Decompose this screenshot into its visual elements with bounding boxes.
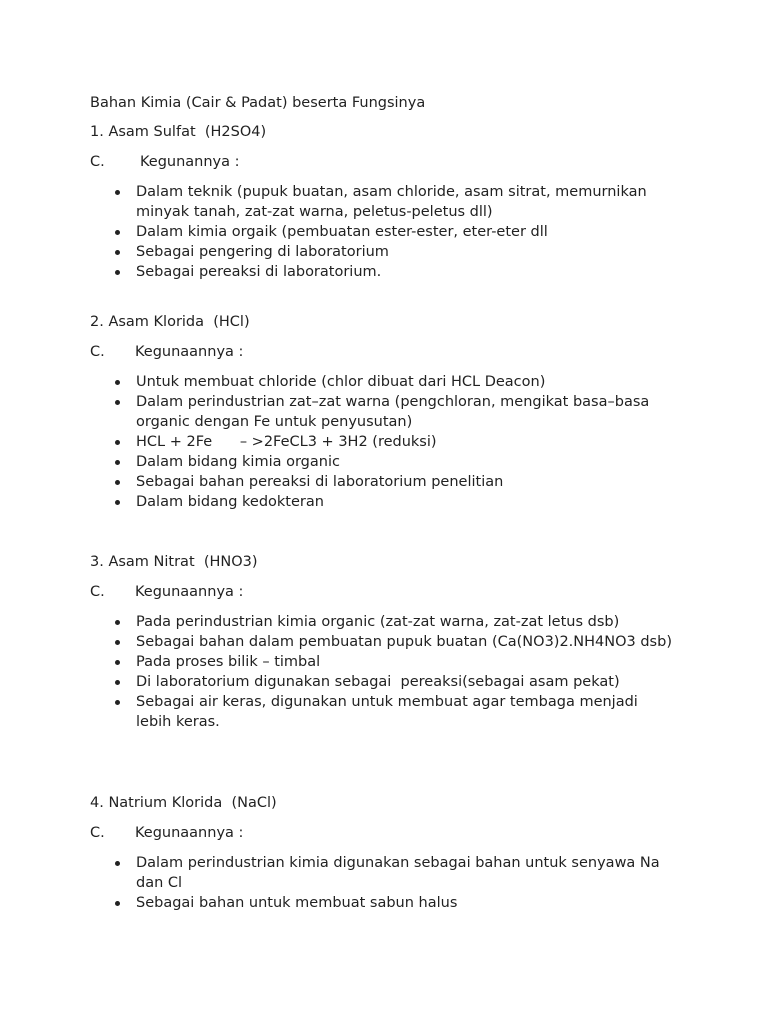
- section-heading-asam-klorida: 2. Asam Klorida (HCl): [90, 314, 250, 330]
- bullet-icon: [115, 700, 120, 705]
- section-heading-asam-sulfat: 1. Asam Sulfat (H2SO4): [90, 124, 267, 140]
- bullet-icon: [115, 440, 120, 445]
- bullet-icon: [115, 680, 120, 685]
- bullet-icon: [115, 901, 120, 906]
- bullet-icon: [115, 660, 120, 665]
- bullet-icon: [115, 500, 120, 505]
- bullet-icon: [115, 460, 120, 465]
- section-label-kegunaan: Kegunannya :: [140, 154, 240, 170]
- bullet-list-asam-sulfat: [112, 182, 672, 282]
- list-item: Dalam bidang kedokteran: [112, 492, 672, 512]
- list-item: Sebagai pengering di laboratorium: [112, 242, 672, 262]
- document-title: Bahan Kimia (Cair & Padat) beserta Fungsinya: [90, 95, 426, 111]
- bullet-icon: [115, 400, 120, 405]
- section-label-kegunaan: Kegunaannya :: [135, 344, 244, 360]
- bullet-icon: [115, 250, 120, 255]
- bullet-icon: [115, 861, 120, 866]
- list-item: Pada perindustrian kimia organic (zat-zat warna, zat-zat letus dsb): [112, 612, 672, 632]
- bullet-icon: [115, 230, 120, 235]
- list-item: Sebagai air keras, digunakan untuk membuat agar tembaga menjadi lebih keras.: [112, 692, 672, 732]
- list-item: Sebagai bahan dalam pembuatan pupuk buatan (Ca(NO3)2.NH4NO3 dsb): [112, 632, 672, 652]
- section-heading-asam-nitrat: 3. Asam Nitrat (HNO3): [90, 554, 258, 570]
- list-item: HCL + 2Fe – >2FeCL3 + 3H2 (reduksi): [112, 432, 672, 452]
- section-label-kegunaan: Kegunaannya :: [135, 825, 244, 841]
- section-label-c: C.: [90, 344, 105, 360]
- list-item: Di laboratorium digunakan sebagai pereaksi(sebagai asam pekat): [112, 672, 672, 692]
- bullet-icon: [115, 380, 120, 385]
- bullet-list-asam-klorida: [112, 372, 672, 512]
- bullet-icon: [115, 190, 120, 195]
- bullet-icon: [115, 620, 120, 625]
- section-label-kegunaan: Kegunaannya :: [135, 584, 244, 600]
- list-item: Sebagai pereaksi di laboratorium.: [112, 262, 672, 282]
- list-item: Dalam bidang kimia organic: [112, 452, 672, 472]
- list-item: Pada proses bilik – timbal: [112, 652, 672, 672]
- list-item: Dalam perindustrian kimia digunakan sebagai bahan untuk senyawa Na dan Cl: [112, 853, 672, 893]
- section-label-c: C.: [90, 154, 105, 170]
- bullet-icon: [115, 270, 120, 275]
- list-item: Dalam perindustrian zat–zat warna (pengchloran, mengikat basa–basa organic dengan Fe untuk penyusutan): [112, 392, 672, 432]
- bullet-list-asam-nitrat: [112, 612, 672, 732]
- list-item: Sebagai bahan untuk membuat sabun halus: [112, 893, 672, 913]
- section-label-c: C.: [90, 825, 105, 841]
- list-item: Untuk membuat chloride (chlor dibuat dari HCL Deacon): [112, 372, 672, 392]
- bullet-icon: [115, 480, 120, 485]
- list-item: Sebagai bahan pereaksi di laboratorium penelitian: [112, 472, 672, 492]
- bullet-icon: [115, 640, 120, 645]
- list-item: Dalam kimia orgaik (pembuatan ester-ester, eter-eter dll: [112, 222, 672, 242]
- section-label-c: C.: [90, 584, 105, 600]
- list-item: Dalam teknik (pupuk buatan, asam chloride, asam sitrat, memurnikan minyak tanah, zat-zat warna, peletus-peletus dll): [112, 182, 672, 222]
- bullet-list-natrium-klorida: [112, 853, 672, 913]
- section-heading-natrium-klorida: 4. Natrium Klorida (NaCl): [90, 795, 277, 811]
